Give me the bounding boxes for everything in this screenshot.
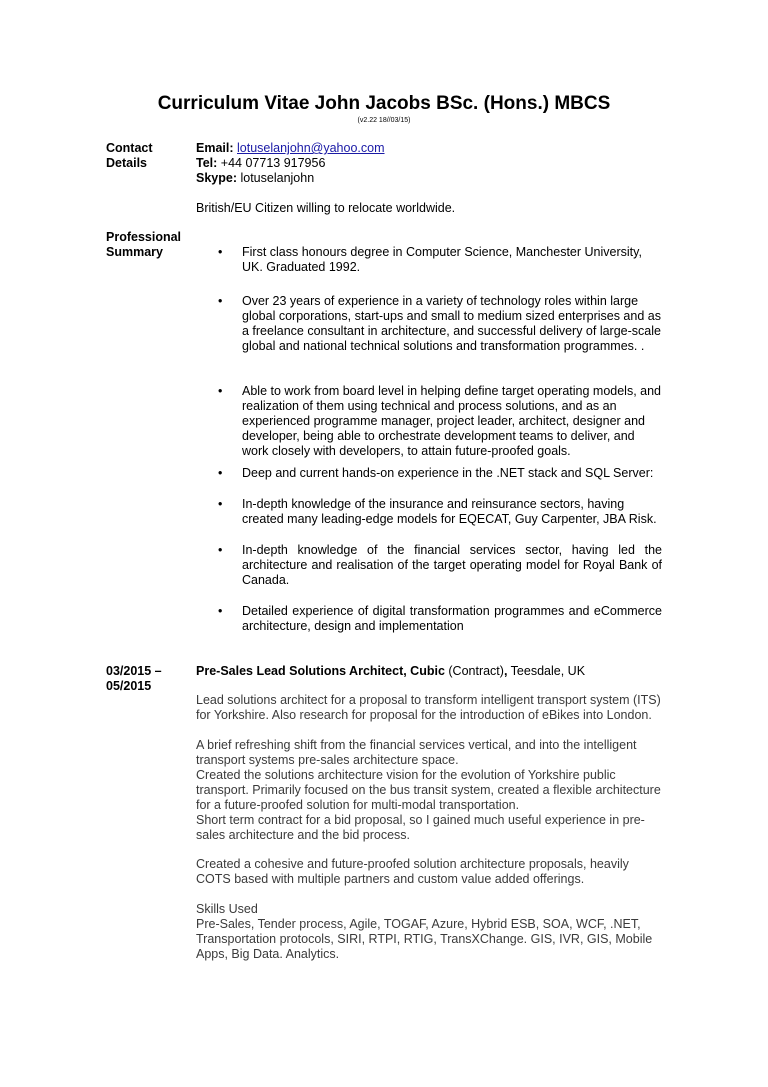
job-description-2 bbox=[196, 738, 662, 843]
job-para-1: Lead solutions architect for a proposal to transform intelligent transport system (ITS) for Yorkshire. Also research for proposal for the introduction of eBikes into London. bbox=[196, 693, 661, 722]
bullet-icon: • bbox=[218, 384, 223, 398]
skills-heading: Skills Used bbox=[196, 902, 258, 916]
bullet-icon: • bbox=[218, 497, 223, 511]
job-date-end: 05/2015 bbox=[106, 679, 152, 693]
tel-label: Tel: bbox=[196, 156, 218, 170]
contact-label bbox=[106, 141, 186, 171]
bullet-icon: • bbox=[218, 543, 223, 557]
summary-label bbox=[106, 230, 186, 260]
summary-item: Over 23 years of experience in a variety of technology roles within large global corporations, start-ups and small to medium sized enterprises and as a freelance consultant in architecture, and successful delivery of large-scale global and national technical solutions and transformation programmes. . bbox=[242, 294, 661, 353]
job-para-3: Created a cohesive and future-proofed solution architecture proposals, heavily COTS based with multiple partners and custom value added offerings. bbox=[196, 857, 629, 886]
citizenship-note: British/EU Citizen willing to relocate worldwide. bbox=[196, 201, 456, 215]
email-label: Email: bbox=[196, 141, 234, 155]
job-role: Pre-Sales Lead Solutions Architect, Cubic bbox=[196, 664, 445, 678]
summary-item: Able to work from board level in helping define target operating models, and realization of them using technical and process solutions, and as an experienced programme manager, project leader, architect, designer and developer, being able to orchestrate development teams to deliver, and work closely with developers, to attain future-proofed goals. bbox=[242, 384, 662, 458]
contact-label-line1: Contact bbox=[106, 141, 153, 155]
summary-item: First class honours degree in Computer Science, Manchester University, UK. Graduated 1992. bbox=[242, 245, 642, 274]
summary-item: In-depth knowledge of the insurance and reinsurance sectors, having created many leading-edge models for EQECAT, Guy Carpenter, JBA Risk. bbox=[242, 497, 657, 526]
summary-label-line2: Summary bbox=[106, 245, 163, 259]
skills-list: Pre-Sales, Tender process, Agile, TOGAF, Azure, Hybrid ESB, SOA, WCF, .NET, Transportation protocols, SIRI, RTPI, RTIG, TransXChange. GIS, IVR, GIS, Mobile Apps, Big Data. Analytics. bbox=[196, 917, 653, 961]
email-link[interactable]: lotuselanjohn@yahoo.com bbox=[237, 141, 385, 155]
tel-value: +44 07713 917956 bbox=[220, 156, 326, 170]
job-skills bbox=[196, 902, 662, 962]
version-note: (v2.22 18//03/15) bbox=[357, 117, 411, 124]
bullet-icon: • bbox=[218, 245, 223, 259]
bullet-icon: • bbox=[218, 604, 223, 618]
summary-label-line1: Professional bbox=[106, 230, 182, 244]
job-heading bbox=[196, 664, 662, 679]
job-dates bbox=[106, 664, 186, 694]
summary-item: Deep and current hands-on experience in the .NET stack and SQL Server: bbox=[242, 466, 654, 480]
page-title: Curriculum Vitae John Jacobs BSc. (Hons.) MBCS bbox=[157, 93, 611, 114]
contact-label-line2: Details bbox=[106, 156, 147, 170]
job-para-2b: Created the solutions architecture vision for the evolution of Yorkshire public transport. Primarily focused on the bus transit system, created a flexible architecture for a future-proofed solution for multi-modal transportation. bbox=[196, 768, 661, 812]
summary-item: Detailed experience of digital transformation programmes and eCommerce architecture, design and implementation bbox=[242, 604, 662, 633]
job-location: Teesdale, UK bbox=[507, 664, 586, 678]
bullet-icon: • bbox=[218, 466, 223, 480]
job-comma: , bbox=[503, 664, 508, 678]
job-date-start: 03/2015 – bbox=[106, 664, 162, 678]
job-description-3 bbox=[196, 857, 662, 887]
contact-details bbox=[196, 141, 662, 186]
job-para-2a: A brief refreshing shift from the financial services vertical, and into the intelligent transport systems pre-sales architecture space. bbox=[196, 738, 637, 767]
skype-value: lotuselanjohn bbox=[240, 171, 315, 185]
bullet-icon: • bbox=[218, 294, 223, 308]
job-contract: (Contract) bbox=[444, 664, 504, 678]
job-description bbox=[196, 693, 662, 723]
skype-label: Skype: bbox=[196, 171, 237, 185]
summary-item: In-depth knowledge of the financial services sector, having led the architecture and realisation of the target operating model for Royal Bank of Canada. bbox=[242, 543, 662, 587]
job-para-2c: Short term contract for a bid proposal, so I gained much useful experience in pre-sales architecture and the bid process. bbox=[196, 813, 645, 842]
